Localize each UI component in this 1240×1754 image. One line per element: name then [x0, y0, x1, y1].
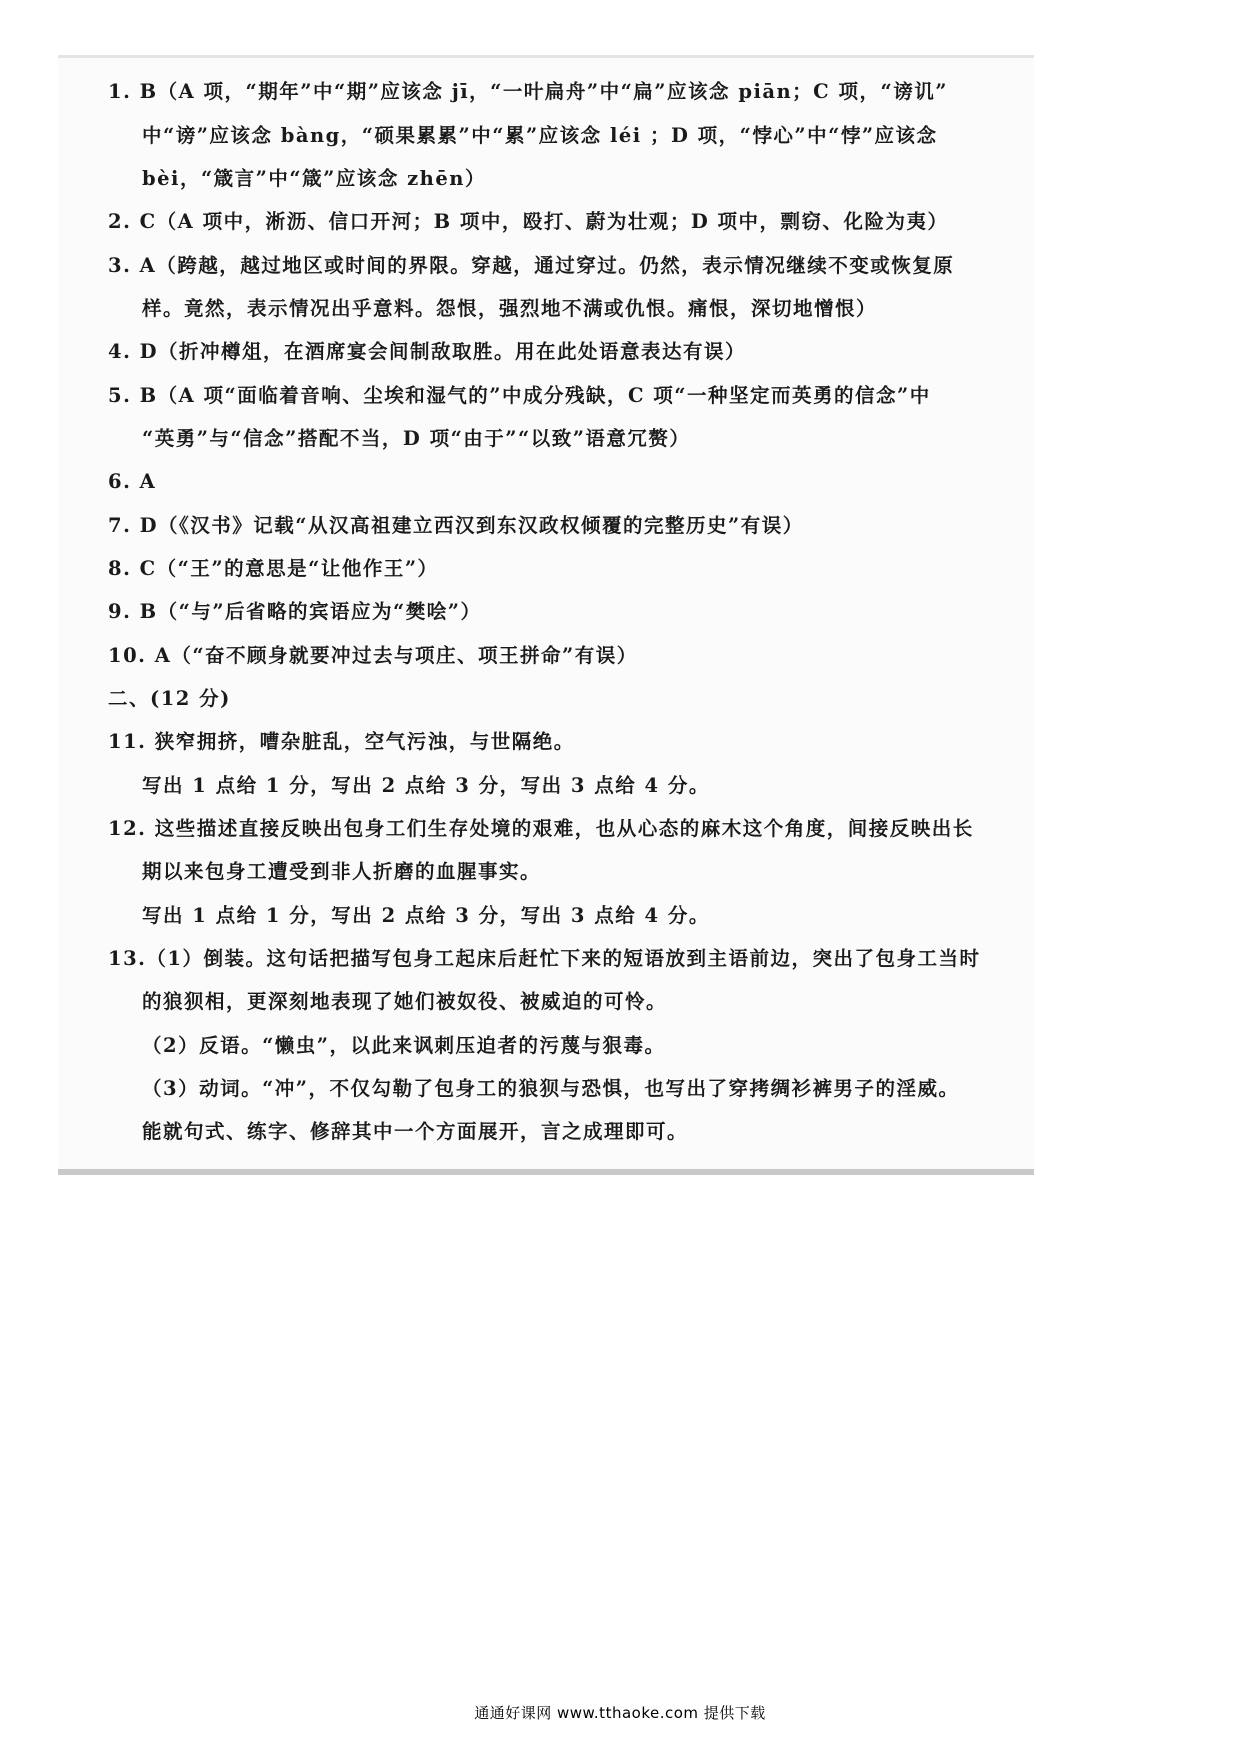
answer-line: 7. D（《汉书》记载“从汉高祖建立西汉到东汉政权倾覆的完整历史”有误）	[108, 514, 804, 537]
answer-line: 中“谤”应该念 bàng，“硕果累累”中“累”应该念 léi ；D 项，“悖心”中“悖”应该念	[142, 124, 938, 147]
answer-line: 13.（1）倒装。这句话把描写包身工起床后赶忙下来的短语放到主语前边，突出了包身工当时	[108, 947, 981, 970]
answer-line: 写出 1 点给 1 分，写出 2 点给 3 分，写出 3 点给 4 分。	[142, 904, 710, 927]
answer-line: 5. B（A 项“面临着音响、尘埃和湿气的”中成分残缺，C 项“一种坚定而英勇的信念”中	[108, 384, 931, 407]
answer-line: （3）动词。“冲”，不仅勾勒了包身工的狼狈与恐惧，也写出了穿拷绸衫裤男子的淫威。	[142, 1077, 960, 1100]
answer-line: 样。竟然，表示情况出乎意料。怨恨，强烈地不满或仇恨。痛恨，深切地憎恨）	[142, 297, 878, 320]
answer-line: 的狼狈相，更深刻地表现了她们被奴役、被威迫的可怜。	[142, 990, 668, 1013]
answer-line: 9. B（“与”后省略的宾语应为“樊哙”）	[108, 600, 482, 623]
answer-line: 10. A（“奋不顾身就要冲过去与项庄、项王拼命”有误）	[108, 644, 638, 667]
answer-line: 期以来包身工遭受到非人折磨的血腥事实。	[142, 860, 542, 883]
answer-line: （2）反语。“懒虫”，以此来讽刺压迫者的污蔑与狠毒。	[142, 1034, 666, 1057]
answer-line: “英勇”与“信念”搭配不当，D 项“由于”“以致”语意冗赘）	[142, 427, 691, 450]
answer-line: bèi，“箴言”中“箴”应该念 zhēn）	[142, 167, 486, 190]
answer-line: 8. C（“王”的意思是“让他作王”）	[108, 557, 439, 580]
answer-line: 写出 1 点给 1 分，写出 2 点给 3 分，写出 3 点给 4 分。	[142, 774, 710, 797]
section-heading: 二、(12 分)	[108, 687, 231, 710]
answer-line: 12. 这些描述直接反映出包身工们生存处境的艰难，也从心态的麻木这个角度，间接反映出长	[108, 817, 974, 840]
answer-line: 6. A	[108, 470, 157, 493]
answer-line: 2. C（A 项中，淅沥、信口开河；B 项中，殴打、蔚为壮观；D 项中，剽窃、化险为夷）	[108, 210, 949, 233]
scanned-answer-sheet	[58, 55, 1034, 1175]
answer-line: 11. 狭窄拥挤，嘈杂脏乱，空气污浊，与世隔绝。	[108, 730, 575, 753]
answer-line: 4. D（折冲樽俎，在酒席宴会间制敌取胜。用在此处语意表达有误）	[108, 340, 747, 363]
answer-line: 1. B（A 项，“期年”中“期”应该念 jī，“一叶扁舟”中“扁”应该念 piān；C 项，“谤讥”	[108, 80, 948, 103]
answer-line: 能就句式、练字、修辞其中一个方面展开，言之成理即可。	[142, 1120, 689, 1143]
footer-download-note: 通通好课网 www.tthaoke.com 提供下载	[474, 1704, 766, 1722]
answer-line: 3. A（跨越，越过地区或时间的界限。穿越，通过穿过。仍然，表示情况继续不变或恢复原	[108, 254, 955, 277]
